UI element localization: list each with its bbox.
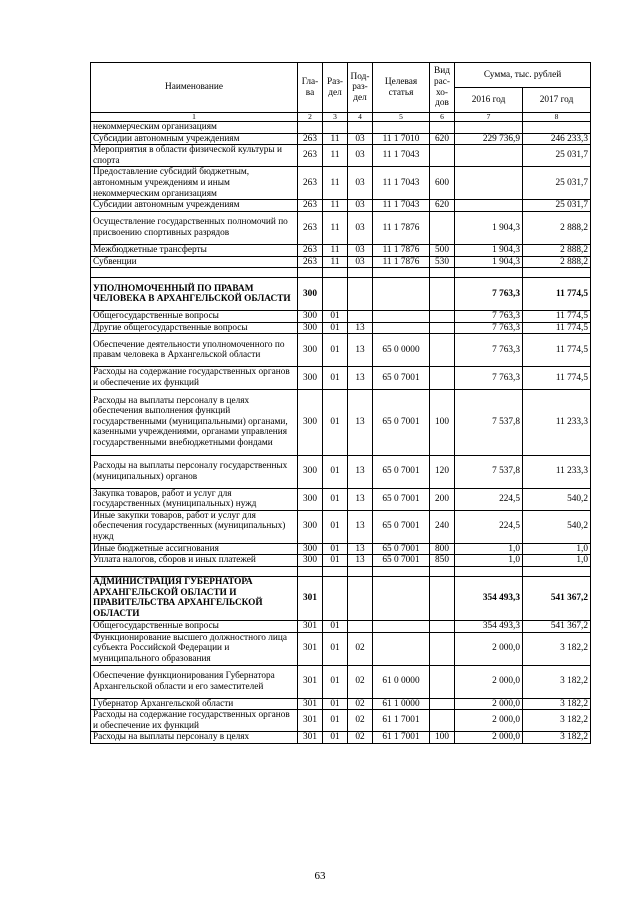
cell-section (323, 122, 348, 134)
cell-name: Субвенции (91, 256, 298, 268)
cell-chapter: 300 (298, 278, 323, 311)
cell-sum-2017: 246 233,3 (523, 133, 591, 145)
cell-name: Иные бюджетные ассигнования (91, 543, 298, 555)
cell-chapter: 301 (298, 698, 323, 710)
cell-subsection: 02 (348, 665, 373, 698)
cell-section: 11 (323, 244, 348, 256)
cell-expense-type: 100 (430, 389, 455, 455)
cell-sum-2016: 1 904,3 (455, 256, 523, 268)
cell-target-article: 11 1 7876 (373, 211, 430, 244)
table-row (91, 632, 591, 665)
cell-target-article (373, 620, 430, 632)
col-number: 5 (373, 113, 430, 122)
cell-name (91, 566, 298, 576)
cell-chapter: 301 (298, 732, 323, 744)
header-subsection: Под- раз- дел (348, 63, 373, 113)
cell-target-article (373, 632, 430, 665)
cell-target-article: 65 0 7001 (373, 455, 430, 488)
cell-target-article (373, 268, 430, 278)
table-row (91, 334, 591, 367)
cell-sum-2016: 354 493,3 (455, 576, 523, 620)
cell-sum-2016: 7 763,3 (455, 311, 523, 323)
table-row (91, 510, 591, 543)
col-number: 6 (430, 113, 455, 122)
cell-sum-2016: 354 493,3 (455, 620, 523, 632)
cell-chapter: 301 (298, 576, 323, 620)
cell-sum-2017: 11 774,5 (523, 322, 591, 334)
cell-sum-2017: 541 367,2 (523, 620, 591, 632)
cell-target-article: 65 0 7001 (373, 555, 430, 567)
cell-target-article: 65 0 7001 (373, 367, 430, 389)
cell-sum-2016 (455, 122, 523, 134)
cell-expense-type (430, 710, 455, 732)
cell-sum-2016 (455, 145, 523, 167)
cell-name: Расходы на содержание государственных органов и обеспечение их функций (91, 367, 298, 389)
cell-sum-2017: 11 774,5 (523, 311, 591, 323)
cell-expense-type (430, 268, 455, 278)
cell-sum-2016: 2 000,0 (455, 710, 523, 732)
cell-name: некоммерческим организациям (91, 122, 298, 134)
cell-expense-type: 620 (430, 133, 455, 145)
cell-expense-type (430, 278, 455, 311)
cell-chapter (298, 566, 323, 576)
cell-expense-type: 620 (430, 200, 455, 212)
cell-section: 01 (323, 322, 348, 334)
cell-sum-2017: 3 182,2 (523, 665, 591, 698)
cell-section: 01 (323, 455, 348, 488)
cell-section: 01 (323, 698, 348, 710)
cell-name: Иные закупки товаров, работ и услуг для обеспечения государственных (муниципальных) нужд (91, 510, 298, 543)
header-target-article: Целевая статья (373, 63, 430, 113)
cell-section: 01 (323, 665, 348, 698)
table-row (91, 256, 591, 268)
cell-expense-type: 850 (430, 555, 455, 567)
cell-sum-2017 (523, 268, 591, 278)
table-row (91, 698, 591, 710)
header-expense-type: Вид рас- хо- дов (430, 63, 455, 113)
cell-sum-2017: 11 233,3 (523, 389, 591, 455)
table-row (91, 268, 591, 278)
cell-chapter: 300 (298, 389, 323, 455)
cell-sum-2016 (455, 566, 523, 576)
cell-name: Обеспечение функционирования Губернатора Архангельской области и его заместителей (91, 665, 298, 698)
cell-target-article: 11 1 7043 (373, 167, 430, 200)
cell-section: 01 (323, 311, 348, 323)
cell-name: Осуществление государственных полномочий по присвоению спортивных разрядов (91, 211, 298, 244)
cell-section: 01 (323, 367, 348, 389)
cell-section: 01 (323, 732, 348, 744)
cell-section: 01 (323, 510, 348, 543)
cell-chapter: 300 (298, 488, 323, 510)
cell-target-article: 65 0 7001 (373, 488, 430, 510)
cell-target-article: 61 0 0000 (373, 665, 430, 698)
cell-sum-2017: 540,2 (523, 488, 591, 510)
table-row (91, 665, 591, 698)
cell-subsection: 13 (348, 488, 373, 510)
col-number: 2 (298, 113, 323, 122)
cell-name: Уплата налогов, сборов и иных платежей (91, 555, 298, 567)
table-row (91, 278, 591, 311)
cell-subsection: 02 (348, 732, 373, 744)
cell-expense-type: 500 (430, 244, 455, 256)
cell-expense-type: 120 (430, 455, 455, 488)
table-row (91, 322, 591, 334)
cell-section: 01 (323, 632, 348, 665)
cell-subsection: 03 (348, 200, 373, 212)
cell-sum-2017: 1,0 (523, 543, 591, 555)
cell-chapter: 263 (298, 244, 323, 256)
cell-subsection (348, 278, 373, 311)
cell-target-article: 65 0 7001 (373, 543, 430, 555)
cell-name (91, 268, 298, 278)
cell-expense-type (430, 367, 455, 389)
cell-sum-2017: 3 182,2 (523, 698, 591, 710)
cell-name: Другие общегосударственные вопросы (91, 322, 298, 334)
cell-chapter: 263 (298, 200, 323, 212)
cell-section: 01 (323, 710, 348, 732)
cell-name: Предоставление субсидий бюджетным, автономным учреждениям и иным некоммерческим организациям (91, 167, 298, 200)
cell-expense-type (430, 698, 455, 710)
cell-section: 11 (323, 211, 348, 244)
cell-expense-type: 200 (430, 488, 455, 510)
cell-sum-2017: 11 774,5 (523, 278, 591, 311)
table-row (91, 200, 591, 212)
cell-name: Расходы на выплаты персоналу государственных (муниципальных) органов (91, 455, 298, 488)
cell-chapter (298, 268, 323, 278)
table-row (91, 543, 591, 555)
cell-subsection: 13 (348, 555, 373, 567)
cell-sum-2017: 1,0 (523, 555, 591, 567)
cell-subsection: 03 (348, 211, 373, 244)
cell-expense-type (430, 122, 455, 134)
cell-name: Общегосударственные вопросы (91, 311, 298, 323)
cell-expense-type (430, 311, 455, 323)
cell-sum-2016: 1,0 (455, 555, 523, 567)
cell-subsection: 03 (348, 145, 373, 167)
cell-sum-2016: 1 904,3 (455, 211, 523, 244)
cell-name: Закупка товаров, работ и услуг для государственных (муниципальных) нужд (91, 488, 298, 510)
cell-section (323, 278, 348, 311)
cell-subsection (348, 620, 373, 632)
cell-name: Общегосударственные вопросы (91, 620, 298, 632)
column-number-row (91, 113, 591, 122)
cell-section: 01 (323, 488, 348, 510)
cell-chapter: 301 (298, 632, 323, 665)
cell-sum-2017: 11 233,3 (523, 455, 591, 488)
table-row (91, 389, 591, 455)
cell-section (323, 576, 348, 620)
cell-subsection: 13 (348, 367, 373, 389)
cell-section: 01 (323, 620, 348, 632)
page-number: 63 (314, 870, 326, 882)
header-year-2016: 2016 год (455, 88, 523, 113)
cell-sum-2016: 7 537,8 (455, 455, 523, 488)
cell-expense-type (430, 620, 455, 632)
cell-sum-2016: 1 904,3 (455, 244, 523, 256)
table-row (91, 311, 591, 323)
cell-sum-2016 (455, 268, 523, 278)
cell-target-article: 11 1 7010 (373, 133, 430, 145)
cell-chapter: 301 (298, 710, 323, 732)
table-row (91, 555, 591, 567)
cell-chapter: 300 (298, 367, 323, 389)
table-row (91, 145, 591, 167)
cell-expense-type: 240 (430, 510, 455, 543)
table-row (91, 133, 591, 145)
cell-subsection: 03 (348, 133, 373, 145)
cell-target-article: 11 1 7876 (373, 244, 430, 256)
cell-target-article: 11 1 7043 (373, 200, 430, 212)
cell-target-article: 65 0 0000 (373, 334, 430, 367)
col-number: 3 (323, 113, 348, 122)
cell-subsection: 13 (348, 322, 373, 334)
header-year-2017: 2017 год (523, 88, 591, 113)
cell-subsection: 13 (348, 543, 373, 555)
cell-chapter: 300 (298, 311, 323, 323)
budget-table (90, 62, 591, 744)
cell-subsection (348, 576, 373, 620)
cell-target-article (373, 311, 430, 323)
cell-expense-type: 800 (430, 543, 455, 555)
cell-sum-2017 (523, 122, 591, 134)
cell-subsection (348, 566, 373, 576)
table-row (91, 566, 591, 576)
table-row (91, 576, 591, 620)
cell-name: Субсидии автономным учреждениям (91, 200, 298, 212)
cell-sum-2016 (455, 200, 523, 212)
cell-chapter: 263 (298, 256, 323, 268)
cell-target-article: 61 1 7001 (373, 732, 430, 744)
cell-sum-2017: 541 367,2 (523, 576, 591, 620)
cell-sum-2016: 7 763,3 (455, 367, 523, 389)
cell-chapter: 263 (298, 145, 323, 167)
cell-section: 01 (323, 334, 348, 367)
cell-sum-2016: 7 763,3 (455, 278, 523, 311)
cell-section (323, 566, 348, 576)
cell-name: Функционирование высшего должностного лица субъекта Российской Федерации и муниципального образования (91, 632, 298, 665)
cell-subsection: 03 (348, 256, 373, 268)
cell-target-article (373, 576, 430, 620)
cell-chapter: 300 (298, 334, 323, 367)
cell-expense-type (430, 211, 455, 244)
cell-name: Обеспечение деятельности уполномоченного по правам человека в Архангельской области (91, 334, 298, 367)
col-number: 7 (455, 113, 523, 122)
cell-sum-2017: 2 888,2 (523, 244, 591, 256)
cell-section: 01 (323, 389, 348, 455)
cell-subsection (348, 122, 373, 134)
cell-name: Расходы на содержание государственных органов и обеспечение их функций (91, 710, 298, 732)
cell-name: Расходы на выплаты персоналу в целях обеспечения выполнения функций государственными (муниципальными) органами, казенными учреждениями, органами управления государственными внебюджетными фондами (91, 389, 298, 455)
cell-subsection: 02 (348, 632, 373, 665)
cell-name: Мероприятия в области физической культуры и спорта (91, 145, 298, 167)
col-number: 1 (91, 113, 298, 122)
cell-chapter: 300 (298, 455, 323, 488)
cell-chapter (298, 122, 323, 134)
cell-subsection: 03 (348, 244, 373, 256)
cell-sum-2016: 2 000,0 (455, 632, 523, 665)
cell-sum-2017: 2 888,2 (523, 211, 591, 244)
cell-expense-type: 530 (430, 256, 455, 268)
cell-expense-type: 100 (430, 732, 455, 744)
cell-sum-2017: 3 182,2 (523, 732, 591, 744)
table-row (91, 122, 591, 134)
cell-target-article: 61 1 0000 (373, 698, 430, 710)
header-name: Наименование (91, 63, 298, 113)
cell-sum-2017: 11 774,5 (523, 367, 591, 389)
cell-subsection (348, 311, 373, 323)
cell-chapter: 300 (298, 322, 323, 334)
cell-target-article (373, 122, 430, 134)
cell-expense-type (430, 576, 455, 620)
cell-subsection: 13 (348, 455, 373, 488)
table-row (91, 455, 591, 488)
table-row (91, 211, 591, 244)
cell-sum-2017: 25 031,7 (523, 167, 591, 200)
cell-chapter: 301 (298, 665, 323, 698)
cell-name: Межбюджетные трансферты (91, 244, 298, 256)
cell-subsection: 13 (348, 334, 373, 367)
cell-section: 11 (323, 167, 348, 200)
cell-sum-2016: 2 000,0 (455, 698, 523, 710)
cell-sum-2017: 2 888,2 (523, 256, 591, 268)
cell-subsection: 02 (348, 698, 373, 710)
col-number: 8 (523, 113, 591, 122)
col-number: 4 (348, 113, 373, 122)
cell-name: Субсидии автономным учреждениям (91, 133, 298, 145)
cell-name: АДМИНИСТРАЦИЯ ГУБЕРНАТОРА АРХАНГЕЛЬСКОЙ ОБЛАСТИ И ПРАВИТЕЛЬСТВА АРХАНГЕЛЬСКОЙ ОБЛАСТИ (91, 576, 298, 620)
cell-section: 11 (323, 133, 348, 145)
cell-expense-type (430, 145, 455, 167)
cell-chapter: 300 (298, 510, 323, 543)
header-chapter: Гла- ва (298, 63, 323, 113)
cell-target-article: 11 1 7043 (373, 145, 430, 167)
cell-name: УПОЛНОМОЧЕННЫЙ ПО ПРАВАМ ЧЕЛОВЕКА В АРХАНГЕЛЬСКОЙ ОБЛАСТИ (91, 278, 298, 311)
cell-target-article: 61 1 7001 (373, 710, 430, 732)
cell-sum-2016: 7 763,3 (455, 322, 523, 334)
cell-section: 11 (323, 256, 348, 268)
cell-target-article (373, 278, 430, 311)
table-row (91, 367, 591, 389)
cell-chapter: 263 (298, 133, 323, 145)
cell-name: Расходы на выплаты персоналу в целях (91, 732, 298, 744)
cell-section: 01 (323, 543, 348, 555)
cell-sum-2016 (455, 167, 523, 200)
cell-expense-type: 600 (430, 167, 455, 200)
cell-sum-2016: 224,5 (455, 488, 523, 510)
table-row (91, 488, 591, 510)
table-row (91, 620, 591, 632)
cell-sum-2016: 7 763,3 (455, 334, 523, 367)
cell-expense-type (430, 632, 455, 665)
cell-sum-2017: 25 031,7 (523, 200, 591, 212)
cell-section: 11 (323, 200, 348, 212)
table-body (91, 122, 591, 744)
cell-sum-2016: 224,5 (455, 510, 523, 543)
cell-section: 01 (323, 555, 348, 567)
cell-expense-type (430, 665, 455, 698)
cell-section (323, 268, 348, 278)
cell-subsection: 03 (348, 167, 373, 200)
table-row (91, 710, 591, 732)
cell-sum-2017: 3 182,2 (523, 632, 591, 665)
table-row (91, 732, 591, 744)
cell-subsection: 02 (348, 710, 373, 732)
cell-target-article: 11 1 7876 (373, 256, 430, 268)
cell-sum-2017 (523, 566, 591, 576)
cell-subsection (348, 268, 373, 278)
cell-sum-2016: 7 537,8 (455, 389, 523, 455)
cell-subsection: 13 (348, 389, 373, 455)
cell-target-article: 65 0 7001 (373, 510, 430, 543)
cell-target-article (373, 566, 430, 576)
cell-chapter: 300 (298, 555, 323, 567)
cell-target-article: 65 0 7001 (373, 389, 430, 455)
cell-expense-type (430, 566, 455, 576)
cell-expense-type (430, 334, 455, 367)
cell-sum-2016: 229 736,9 (455, 133, 523, 145)
cell-subsection: 13 (348, 510, 373, 543)
cell-sum-2017: 540,2 (523, 510, 591, 543)
cell-chapter: 300 (298, 543, 323, 555)
header-section: Раз- дел (323, 63, 348, 113)
cell-chapter: 301 (298, 620, 323, 632)
cell-chapter: 263 (298, 211, 323, 244)
header-sum: Сумма, тыс. рублей (455, 63, 591, 88)
cell-section: 11 (323, 145, 348, 167)
cell-chapter: 263 (298, 167, 323, 200)
cell-sum-2016: 2 000,0 (455, 732, 523, 744)
cell-sum-2016: 1,0 (455, 543, 523, 555)
cell-sum-2017: 25 031,7 (523, 145, 591, 167)
table-row (91, 167, 591, 200)
cell-target-article (373, 322, 430, 334)
table-row (91, 244, 591, 256)
cell-name: Губернатор Архангельской области (91, 698, 298, 710)
cell-expense-type (430, 322, 455, 334)
cell-sum-2016: 2 000,0 (455, 665, 523, 698)
cell-sum-2017: 3 182,2 (523, 710, 591, 732)
cell-sum-2017: 11 774,5 (523, 334, 591, 367)
